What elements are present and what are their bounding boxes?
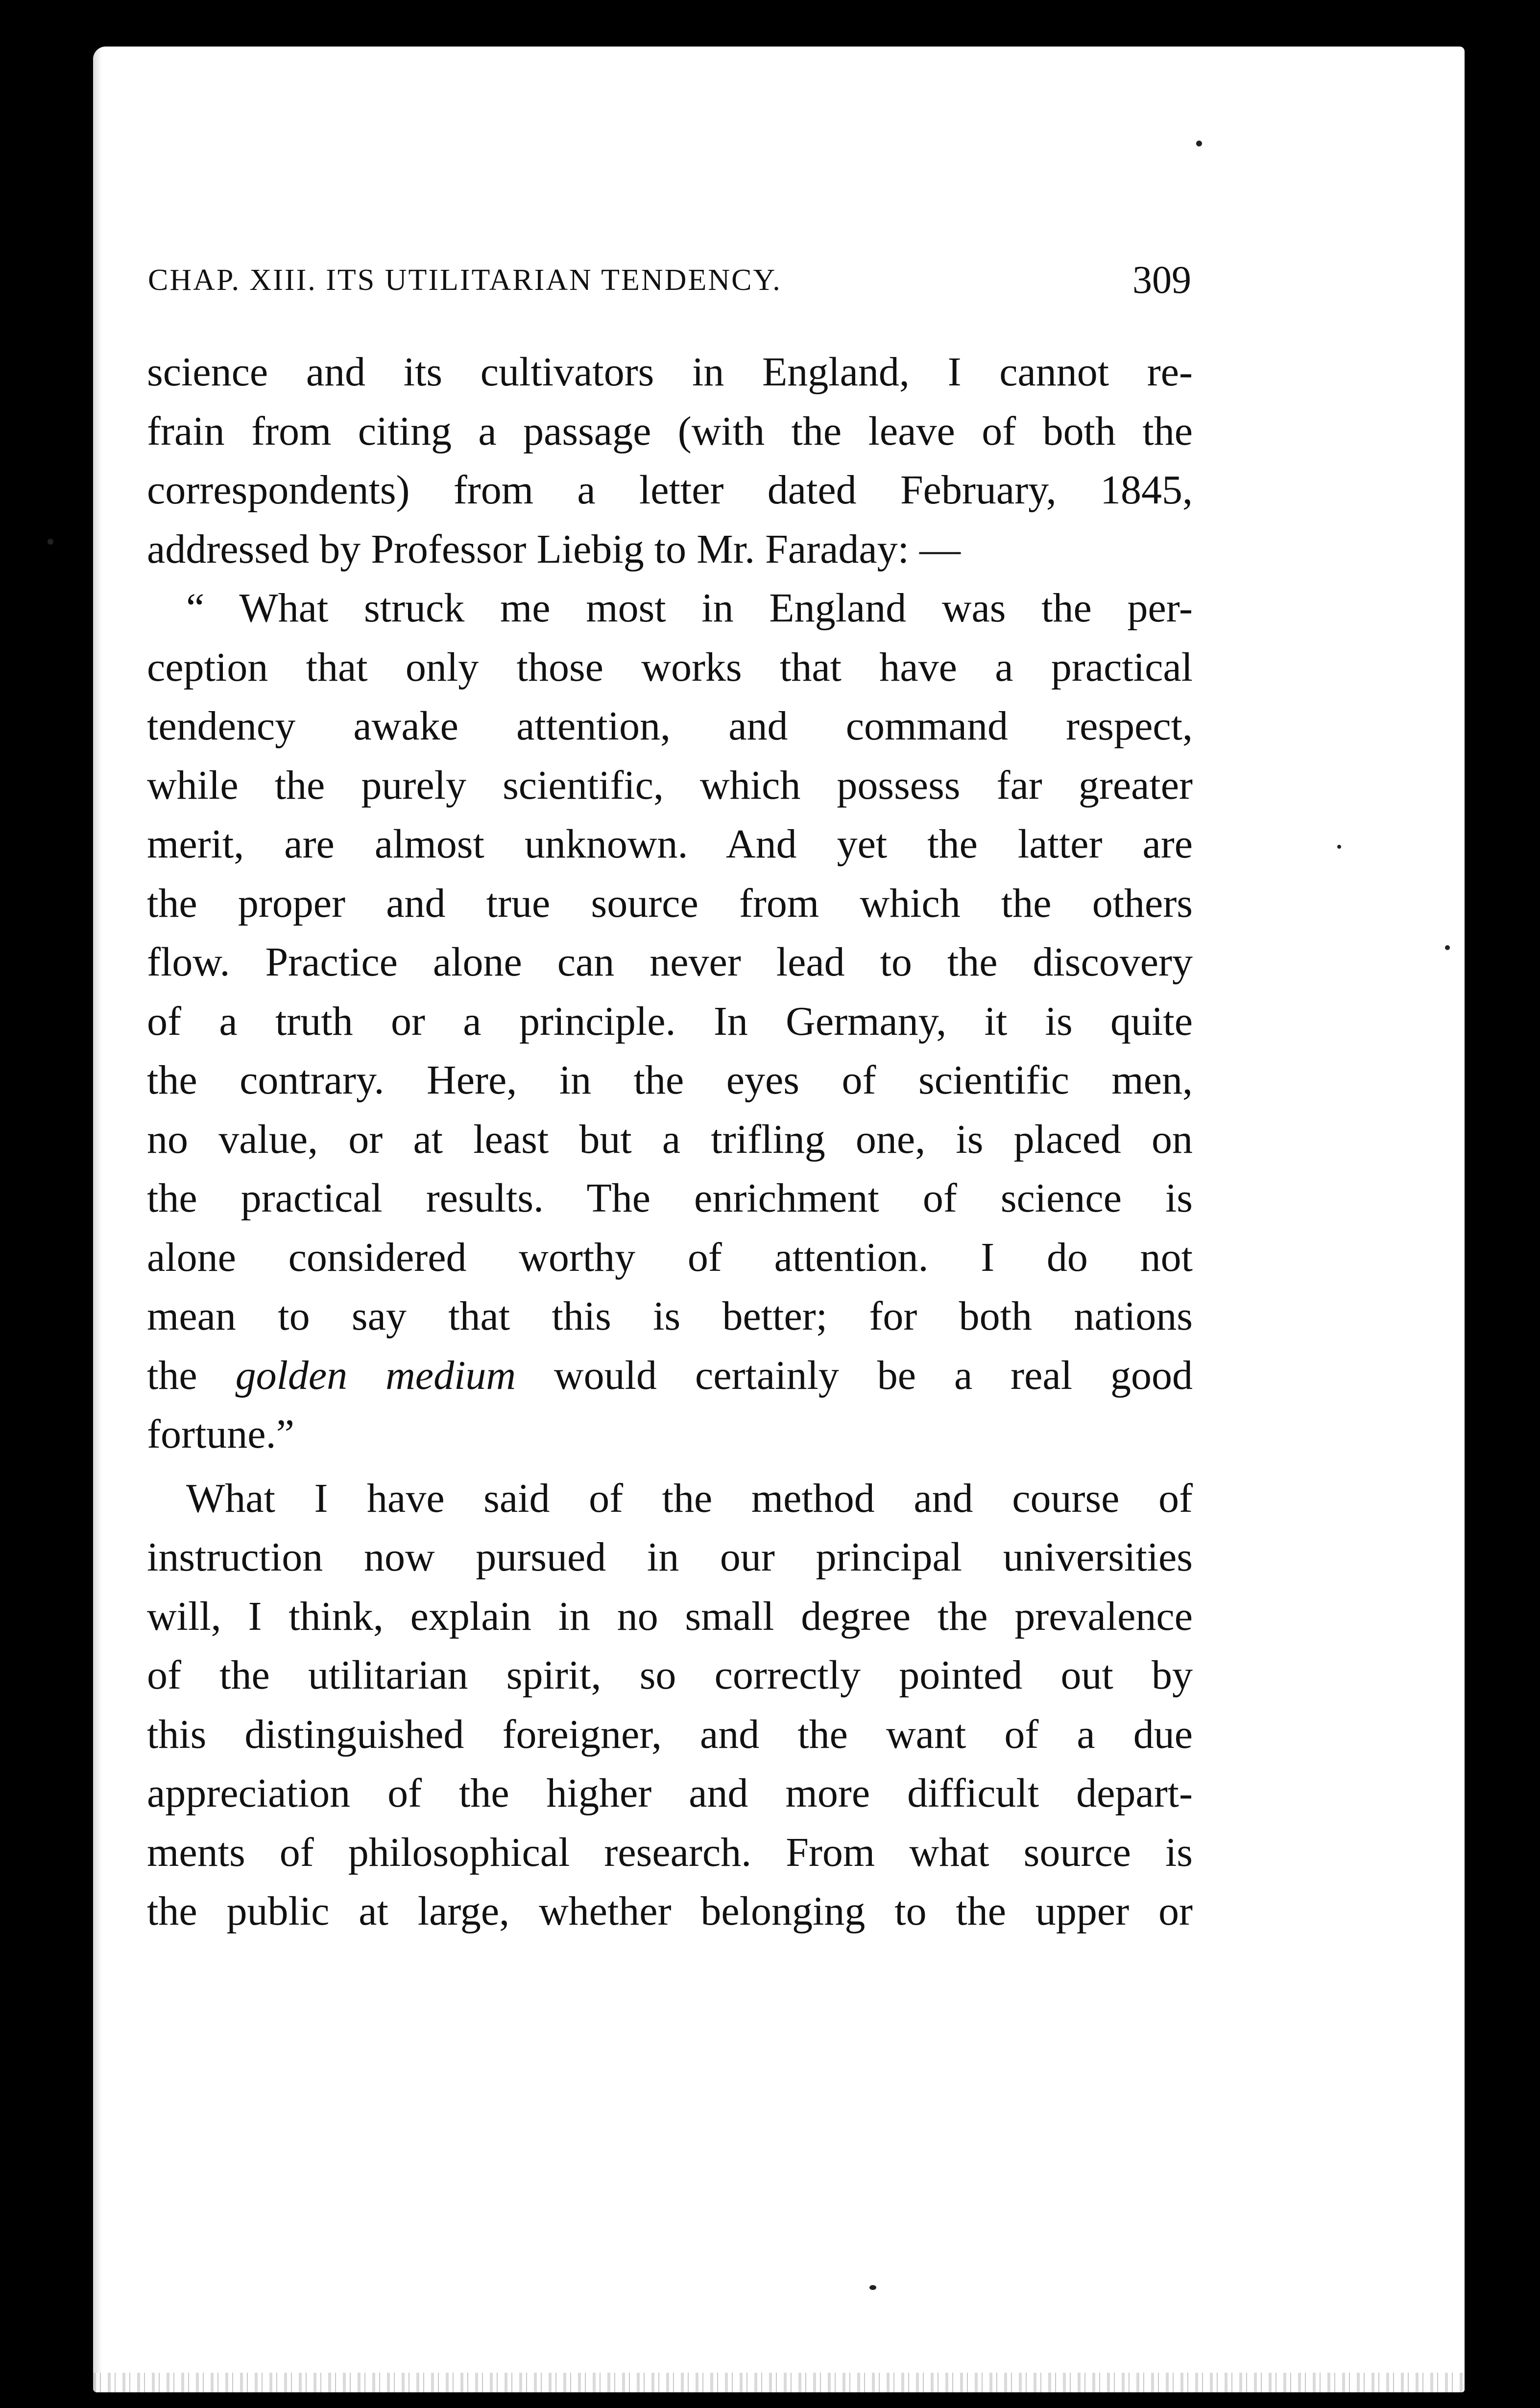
text-line: the practical results. The enrichment of science is (147, 1175, 1193, 1221)
text-line: science and its cultivators in England, I cannot re- (147, 349, 1193, 395)
text-line: ments of philosophical research. From what source is (147, 1829, 1193, 1875)
text-line: while the purely scientific, which possess far greater (147, 762, 1193, 808)
text-line: frain from citing a passage (with the leave of both the (147, 408, 1193, 454)
text-line: “ What struck me most in England was the per- (186, 585, 1193, 631)
text-line: the contrary. Here, in the eyes of scientific men, (147, 1057, 1193, 1103)
text-line: What I have said of the method and course of (186, 1475, 1193, 1521)
page-number: 309 (1132, 259, 1191, 302)
text-line: alone considered worthy of attention. I do not (147, 1234, 1193, 1280)
text-line: instruction now pursued in our principal universities (147, 1534, 1193, 1580)
text-line: ception that only those works that have a practical (147, 644, 1193, 690)
text-line: addressed by Professor Liebig to Mr. Faraday: — (147, 526, 961, 572)
ink-speck (1445, 945, 1450, 950)
running-head-title: CHAP. XIII. ITS UTILITARIAN TENDENCY. (148, 263, 782, 297)
text-line-italic (147, 1346, 1193, 1406)
text-line: will, I think, explain in no small degree the prevalence (147, 1593, 1193, 1639)
text-run: would certainly be a real good (516, 1352, 1193, 1398)
ink-speck (48, 539, 53, 545)
running-header (148, 258, 1191, 312)
text-line: merit, are almost unknown. And yet the latter are (147, 821, 1193, 867)
text-run: the (147, 1352, 236, 1398)
ink-speck (1196, 141, 1202, 146)
text-line: the public at large, whether belonging to the upper or (147, 1888, 1193, 1934)
emphasis: golden medium (235, 1352, 516, 1398)
text-line: no value, or at least but a trifling one, is placed on (147, 1116, 1193, 1162)
text-line: fortune.” (147, 1411, 294, 1457)
text-line: mean to say that this is better; for both nations (147, 1293, 1193, 1339)
text-line: tendency awake attention, and command respect, (147, 703, 1193, 749)
text-line: appreciation of the higher and more difficult depart- (147, 1770, 1193, 1816)
ink-speck (869, 2285, 876, 2290)
text-line: of a truth or a principle. In Germany, it is quite (147, 998, 1193, 1044)
text-line: flow. Practice alone can never lead to the discovery (147, 939, 1193, 985)
text-line: of the utilitarian spirit, so correctly pointed out by (147, 1652, 1193, 1698)
body-text (147, 343, 1193, 1941)
text-line: the proper and true source from which the others (147, 880, 1193, 926)
text-line: correspondents) from a letter dated February, 1845, (147, 467, 1193, 513)
ink-speck (1337, 845, 1341, 849)
text-line: this distinguished foreigner, and the want of a due (147, 1711, 1193, 1757)
